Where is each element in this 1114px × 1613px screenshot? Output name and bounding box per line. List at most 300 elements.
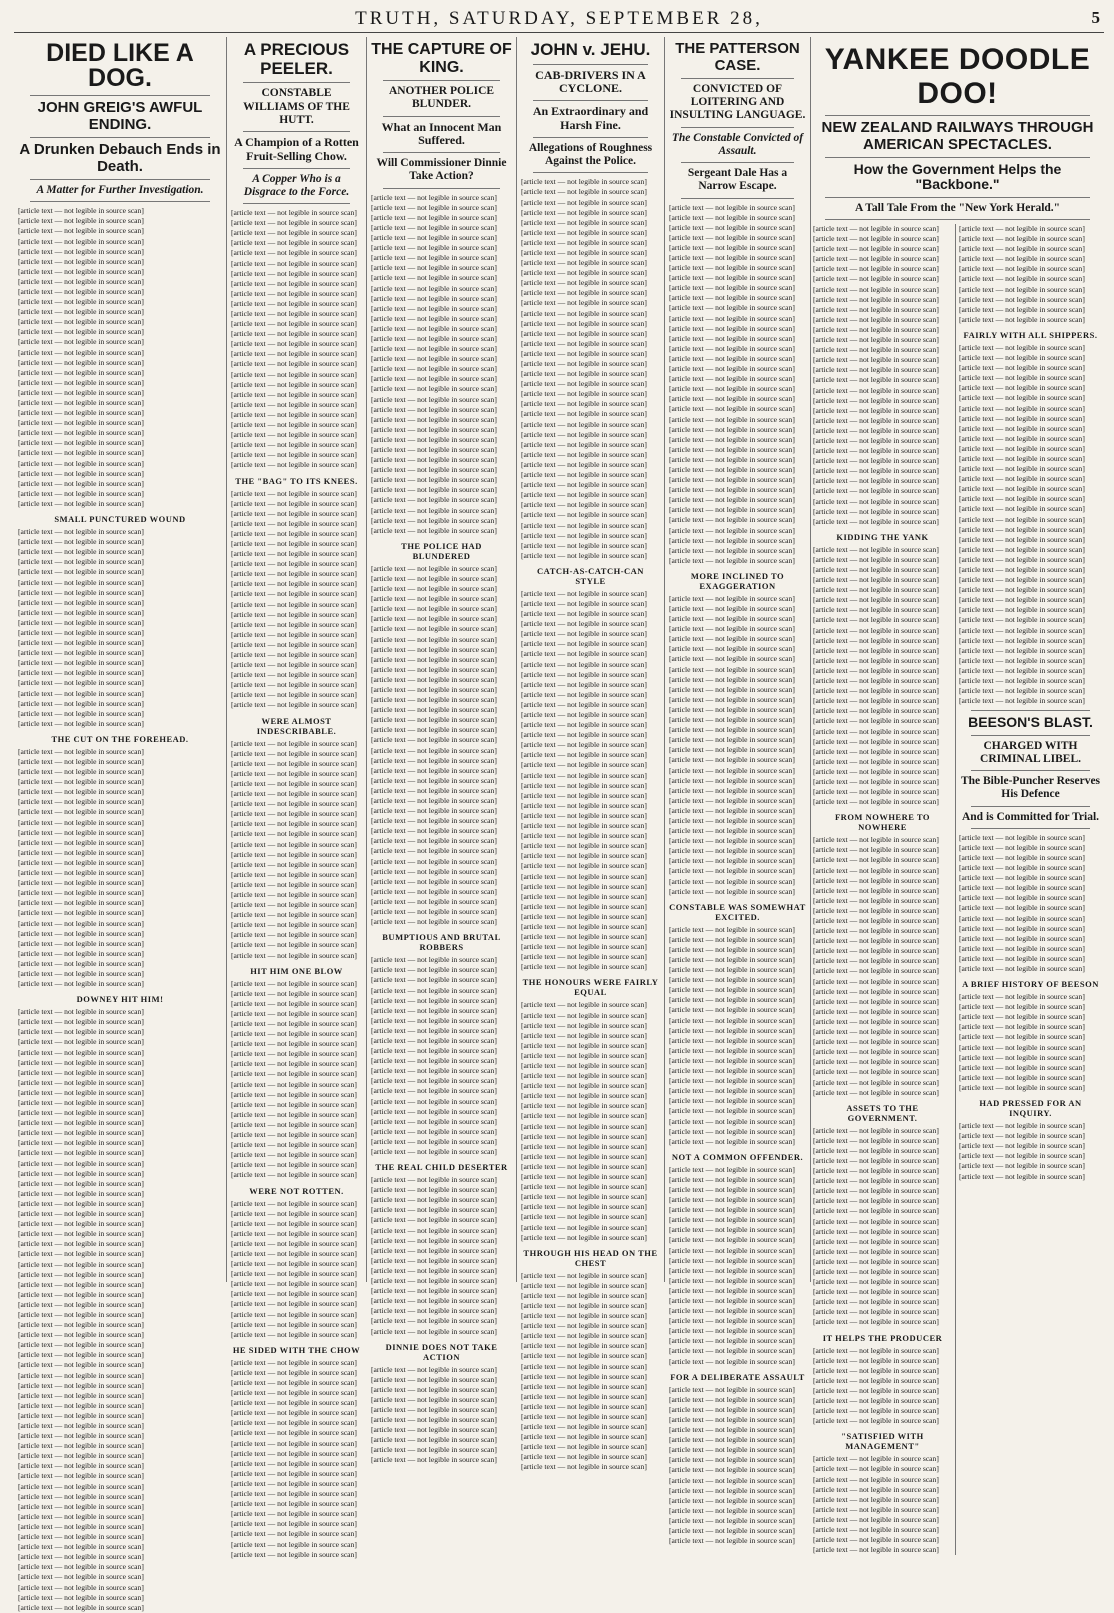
article-body — [231, 208, 362, 470]
body-text-line: [article text — not legible in source scan] — [813, 1504, 939, 1514]
body-text-line: [article text — not legible in source scan] — [813, 1087, 939, 1097]
body-text-line: [article text — not legible in source scan] — [521, 278, 647, 288]
body-text-line: [article text — not legible in source scan] — [813, 686, 939, 696]
body-text-line: [article text — not legible in source scan] — [18, 1592, 144, 1602]
crosshead: WERE NOT ROTTEN. — [249, 1185, 344, 1196]
body-text-line: [article text — not legible in source scan] — [521, 227, 647, 237]
body-text-line: [article text — not legible in source scan] — [231, 508, 357, 518]
body-text-line: [article text — not legible in source scan] — [959, 234, 1085, 244]
body-text-line: [article text — not legible in source scan] — [813, 565, 939, 574]
body-text-line: [article text — not legible in source scan] — [371, 424, 497, 434]
body-text-line: [article text — not legible in source scan] — [669, 222, 795, 232]
body-text-line: [article text — not legible in source scan] — [521, 1321, 647, 1331]
body-text-line: [article text — not legible in source scan] — [231, 849, 357, 859]
crosshead: THE CUT ON THE FOREHEAD. — [51, 733, 189, 744]
crosshead: CONSTABLE WAS SOMEWHAT EXCITED. — [669, 901, 806, 922]
body-text-line: [article text — not legible in source scan] — [813, 1514, 939, 1524]
body-text-line: [article text — not legible in source scan] — [371, 1255, 497, 1265]
body-text-line: [article text — not legible in source scan] — [18, 367, 144, 377]
body-text-line: [article text — not legible in source scan] — [669, 1505, 795, 1515]
body-text-line: [article text — not legible in source scan] — [813, 655, 939, 665]
body-text-line: [article text — not legible in source scan] — [521, 399, 647, 409]
body-text-line: [article text — not legible in source scan] — [18, 498, 144, 508]
body-text-line: [article text — not legible in source scan] — [521, 1401, 647, 1411]
body-text-line: [article text — not legible in source scan] — [521, 1151, 647, 1161]
body-text-line: [article text — not legible in source scan] — [18, 1259, 144, 1269]
body-text-line: [article text — not legible in source scan] — [371, 614, 497, 624]
masthead — [14, 6, 1104, 33]
article-died-like-a-dog — [14, 37, 227, 1612]
body-text-line: [article text — not legible in source scan] — [371, 253, 497, 263]
crosshead: DINNIE DOES NOT TAKE ACTION — [385, 1341, 498, 1362]
body-text-line: [article text — not legible in source scan] — [521, 207, 647, 217]
body-text-line: [article text — not legible in source scan] — [813, 996, 939, 1006]
body-text-line: [article text — not legible in source scan] — [669, 212, 795, 222]
body-text-line: [article text — not legible in source scan] — [18, 678, 144, 688]
body-text-line: [article text — not legible in source scan] — [231, 238, 357, 248]
body-text-line: [article text — not legible in source scan] — [231, 258, 357, 268]
body-text-line: [article text — not legible in source scan] — [669, 694, 795, 704]
body-text-line: [article text — not legible in source scan] — [231, 609, 357, 619]
headline: JOHN v. JEHU. — [530, 40, 651, 59]
body-text-line: [article text — not legible in source scan] — [231, 639, 357, 649]
body-text-line: [article text — not legible in source scan] — [521, 1182, 647, 1192]
body-text-line: [article text — not legible in source scan] — [669, 555, 795, 565]
body-text-line: [article text — not legible in source scan] — [669, 505, 795, 515]
body-text-line: [article text — not legible in source scan] — [18, 1481, 144, 1491]
body-text-line: [article text — not legible in source scan] — [813, 1416, 939, 1426]
body-text-line: [article text — not legible in source scan] — [521, 932, 647, 942]
body-text-line: [article text — not legible in source scan] — [231, 1248, 357, 1258]
body-text-line: [article text — not legible in source scan] — [231, 1468, 357, 1478]
body-text-line: [article text — not legible in source scan] — [813, 956, 939, 966]
body-text-line: [article text — not legible in source scan] — [371, 806, 497, 816]
body-text-line: [article text — not legible in source scan] — [669, 995, 795, 1005]
article-john-v-jehu — [517, 37, 665, 1472]
body-text-line: [article text — not legible in source scan] — [371, 695, 497, 705]
body-text-line: [article text — not legible in source scan] — [669, 965, 795, 975]
body-text-line: [article text — not legible in source scan] — [813, 1016, 939, 1026]
body-text-line: [article text — not legible in source scan] — [959, 413, 1085, 423]
body-text-line: [article text — not legible in source scan] — [813, 855, 939, 865]
body-text-line: [article text — not legible in source scan] — [521, 247, 647, 257]
article-body — [231, 1358, 362, 1560]
body-text-line: [article text — not legible in source scan] — [521, 760, 647, 770]
crosshead: FAIRLY WITH ALL SHIPPERS. — [963, 329, 1098, 340]
body-text-line: [article text — not legible in source scan] — [18, 1098, 144, 1107]
body-text-line: [article text — not legible in source scan] — [18, 587, 144, 597]
body-text-line: [article text — not legible in source scan] — [813, 264, 939, 274]
article-patterson-case — [665, 37, 811, 1546]
body-text-line: [article text — not legible in source scan] — [231, 450, 357, 460]
body-text-line: [article text — not legible in source scan] — [813, 1454, 939, 1464]
body-text-line: [article text — not legible in source scan] — [813, 1047, 939, 1057]
body-text-line: [article text — not legible in source scan] — [18, 1511, 144, 1521]
body-text-line: [article text — not legible in source scan] — [813, 665, 939, 675]
article-body — [813, 835, 952, 1097]
body-text-line: [article text — not legible in source scan] — [521, 429, 647, 439]
body-text-line: [article text — not legible in source scan] — [669, 725, 795, 735]
body-text-line: [article text — not legible in source scan] — [18, 1380, 144, 1390]
body-text-line: [article text — not legible in source scan] — [669, 1066, 795, 1076]
body-text-line: [article text — not legible in source scan] — [521, 1161, 647, 1171]
body-text-line: [article text — not legible in source scan] — [959, 1002, 1085, 1012]
body-text-line: [article text — not legible in source scan] — [813, 835, 939, 845]
body-text-line: [article text — not legible in source scan] — [231, 1228, 357, 1238]
body-text-line: [article text — not legible in source scan] — [669, 1174, 795, 1184]
body-text-line: [article text — not legible in source scan] — [371, 836, 497, 846]
body-text-line: [article text — not legible in source scan] — [371, 634, 497, 644]
body-text-line: [article text — not legible in source scan] — [231, 1478, 357, 1488]
body-text-line: [article text — not legible in source scan] — [18, 256, 144, 266]
body-text-line: [article text — not legible in source scan] — [371, 344, 497, 354]
body-text-line: [article text — not legible in source scan] — [959, 383, 1085, 393]
body-text-line: [article text — not legible in source scan] — [231, 748, 357, 758]
body-text-line: [article text — not legible in source scan] — [18, 698, 144, 708]
body-text-line: [article text — not legible in source scan] — [371, 303, 497, 313]
body-text-line: [article text — not legible in source scan] — [231, 1238, 357, 1248]
body-text-line: [article text — not legible in source scan] — [371, 1106, 497, 1116]
deck: CHARGED WITH CRIMINAL LIBEL. — [980, 739, 1081, 765]
body-text-line: [article text — not legible in source scan] — [813, 466, 939, 476]
body-text-line: [article text — not legible in source scan] — [521, 1212, 647, 1222]
body-text-line: [article text — not legible in source scan] — [371, 1306, 497, 1316]
body-text-line: [article text — not legible in source scan] — [521, 1000, 647, 1010]
crosshead: THE HONOURS WERE FAIRLY EQUAL — [522, 977, 659, 998]
body-text-line: [article text — not legible in source scan] — [813, 425, 939, 435]
body-text-line: [article text — not legible in source scan] — [371, 233, 497, 243]
body-text-line: [article text — not legible in source scan] — [959, 923, 1085, 933]
article-precious-peeler — [227, 37, 367, 1559]
body-text-line: [article text — not legible in source scan] — [231, 988, 357, 998]
body-text-line: [article text — not legible in source scan] — [521, 308, 647, 318]
body-text-line: [article text — not legible in source scan] — [669, 202, 795, 212]
body-text-line: [article text — not legible in source scan] — [669, 604, 795, 613]
body-text-line: [article text — not legible in source scan] — [231, 288, 357, 298]
body-text-line: [article text — not legible in source scan] — [371, 1435, 497, 1445]
headline: A PRECIOUS PEELER. — [243, 40, 350, 78]
masthead-title: TRUTH, SATURDAY, SEPTEMBER 28, — [355, 8, 763, 29]
body-text-line: [article text — not legible in source scan] — [231, 329, 357, 339]
body-text-line: [article text — not legible in source scan] — [959, 933, 1085, 943]
body-text-line: [article text — not legible in source scan] — [669, 495, 795, 505]
body-text-line: [article text — not legible in source scan] — [669, 856, 795, 866]
body-text-line: [article text — not legible in source scan] — [371, 896, 497, 906]
body-text-line: [article text — not legible in source scan] — [371, 995, 497, 1005]
page-number: 5 — [1091, 8, 1100, 27]
body-text-line: [article text — not legible in source scan] — [813, 976, 939, 986]
body-text-line: [article text — not legible in source scan] — [813, 1077, 939, 1087]
body-text-line: [article text — not legible in source scan] — [959, 464, 1085, 474]
body-text-line: [article text — not legible in source scan] — [669, 1116, 795, 1126]
body-text-line: [article text — not legible in source scan] — [959, 474, 1085, 484]
body-text-line: [article text — not legible in source scan] — [521, 1280, 647, 1290]
crosshead: THE "BAG" TO ITS KNEES. — [235, 475, 358, 486]
headline: DIED LIKE A DOG. — [46, 39, 194, 92]
body-text-line: [article text — not legible in source scan] — [371, 604, 497, 614]
body-text-line: [article text — not legible in source scan] — [813, 224, 939, 233]
body-text-line: [article text — not legible in source scan] — [669, 364, 795, 374]
body-text-line: [article text — not legible in source scan] — [669, 263, 795, 273]
article-body — [959, 833, 1102, 974]
body-text-line: [article text — not legible in source scan] — [18, 1501, 144, 1511]
body-text-line: [article text — not legible in source scan] — [813, 1176, 939, 1186]
body-text-line: [article text — not legible in source scan] — [813, 756, 939, 766]
body-text-line: [article text — not legible in source scan] — [669, 1164, 795, 1174]
crosshead: DOWNEY HIT HIM! — [76, 994, 164, 1005]
body-text-line: [article text — not legible in source scan] — [18, 837, 144, 847]
body-text-line: [article text — not legible in source scan] — [231, 1049, 357, 1059]
body-text-line: [article text — not legible in source scan] — [18, 408, 144, 418]
body-text-line: [article text — not legible in source scan] — [813, 506, 939, 516]
body-text-line: [article text — not legible in source scan] — [231, 538, 357, 548]
body-text-line: [article text — not legible in source scan] — [371, 674, 497, 684]
body-text-line: [article text — not legible in source scan] — [521, 699, 647, 709]
body-text-line: [article text — not legible in source scan] — [18, 246, 144, 256]
body-text-line: [article text — not legible in source scan] — [371, 1445, 497, 1455]
body-text-line: [article text — not legible in source scan] — [813, 885, 939, 895]
body-text-line: [article text — not legible in source scan] — [231, 1069, 357, 1079]
body-text-line: [article text — not legible in source scan] — [18, 347, 144, 357]
body-text-line: [article text — not legible in source scan] — [521, 770, 647, 780]
body-text-line: [article text — not legible in source scan] — [959, 514, 1085, 524]
body-text-line: [article text — not legible in source scan] — [813, 776, 939, 786]
body-text-line: [article text — not legible in source scan] — [669, 242, 795, 252]
body-text-line: [article text — not legible in source scan] — [371, 1195, 497, 1205]
body-text-line: [article text — not legible in source scan] — [669, 1465, 795, 1475]
body-text-line: [article text — not legible in source scan] — [18, 627, 144, 637]
crosshead: A BRIEF HISTORY OF BEESON — [962, 979, 1099, 990]
article-body — [669, 594, 806, 897]
body-text-line: [article text — not legible in source scan] — [231, 399, 357, 409]
body-text-line: [article text — not legible in source scan] — [18, 377, 144, 387]
body-text-line: [article text — not legible in source scan] — [371, 1096, 497, 1106]
right-spread — [811, 37, 1104, 1555]
body-text-line: [article text — not legible in source scan] — [813, 1067, 939, 1077]
body-text-line: [article text — not legible in source scan] — [813, 1155, 939, 1165]
body-text-line: [article text — not legible in source scan] — [231, 409, 357, 419]
deck: CONSTABLE WILLIAMS OF THE HUTT. — [243, 87, 350, 126]
body-text-line: [article text — not legible in source scan] — [521, 962, 647, 972]
body-text-line: [article text — not legible in source scan] — [669, 232, 795, 242]
body-text-line: [article text — not legible in source scan] — [521, 1361, 647, 1371]
body-text-line: [article text — not legible in source scan] — [18, 1299, 144, 1309]
body-text-line: [article text — not legible in source scan] — [669, 1404, 795, 1414]
body-text-line: [article text — not legible in source scan] — [669, 654, 795, 664]
body-text-line: [article text — not legible in source scan] — [18, 868, 144, 878]
body-text-line: [article text — not legible in source scan] — [18, 1451, 144, 1461]
body-text-line: [article text — not legible in source scan] — [18, 847, 144, 857]
subheadline: What an Innocent Man Suffered. — [381, 119, 502, 148]
body-text-line: [article text — not legible in source scan] — [231, 799, 357, 809]
body-text-line: [article text — not legible in source scan] — [813, 1385, 939, 1395]
body-text-line: [article text — not legible in source scan] — [18, 1249, 144, 1259]
crosshead: HAD PRESSED FOR AN INQUIRY. — [979, 1098, 1082, 1119]
body-text-line: [article text — not legible in source scan] — [231, 1218, 357, 1228]
body-text-line: [article text — not legible in source scan] — [521, 540, 647, 550]
body-text-line: [article text — not legible in source scan] — [669, 836, 795, 846]
article-body — [231, 489, 362, 711]
body-text-line: [article text — not legible in source scan] — [231, 869, 357, 879]
crosshead: MORE INCLINED TO EXAGGERATION — [690, 570, 785, 591]
body-text-line: [article text — not legible in source scan] — [813, 1166, 939, 1176]
body-text-line: [article text — not legible in source scan] — [231, 900, 357, 910]
body-text-line: [article text — not legible in source scan] — [231, 1198, 357, 1208]
body-text-line: [article text — not legible in source scan] — [521, 348, 647, 358]
body-text-line: [article text — not legible in source scan] — [959, 964, 1085, 974]
body-text-line: [article text — not legible in source scan] — [231, 518, 357, 528]
body-text-line: [article text — not legible in source scan] — [18, 938, 144, 948]
body-text-line: [article text — not legible in source scan] — [371, 1296, 497, 1306]
body-text-line: [article text — not legible in source scan] — [18, 1461, 144, 1471]
body-text-line: [article text — not legible in source scan] — [231, 228, 357, 238]
body-text-line: [article text — not legible in source scan] — [231, 950, 357, 960]
body-text-line: [article text — not legible in source scan] — [18, 708, 144, 718]
body-text-line: [article text — not legible in source scan] — [231, 218, 357, 228]
body-text-line: [article text — not legible in source scan] — [18, 1330, 144, 1340]
body-text-line: [article text — not legible in source scan] — [18, 1289, 144, 1299]
body-text-line: [article text — not legible in source scan] — [813, 936, 939, 946]
body-text-line: [article text — not legible in source scan] — [813, 254, 939, 264]
subheadline-2: A Matter for Further Investigation. — [36, 184, 204, 196]
body-text-line: [article text — not legible in source scan] — [521, 952, 647, 962]
body-text-line: [article text — not legible in source scan] — [371, 333, 497, 343]
body-text-line: [article text — not legible in source scan] — [521, 921, 647, 931]
body-text-line: [article text — not legible in source scan] — [521, 1050, 647, 1060]
body-text-line: [article text — not legible in source scan] — [371, 866, 497, 876]
body-text-line: [article text — not legible in source scan] — [521, 800, 647, 810]
body-text-line: [article text — not legible in source scan] — [231, 389, 357, 399]
body-text-line: [article text — not legible in source scan] — [521, 1172, 647, 1182]
body-text-line: [article text — not legible in source scan] — [813, 585, 939, 595]
body-text-line: [article text — not legible in source scan] — [371, 745, 497, 755]
body-text-line: [article text — not legible in source scan] — [521, 1232, 647, 1242]
article-body — [813, 1346, 952, 1427]
body-text-line: [article text — not legible in source scan] — [521, 861, 647, 871]
body-text-line: [article text — not legible in source scan] — [669, 1356, 795, 1366]
body-text-line: [article text — not legible in source scan] — [231, 1428, 357, 1438]
body-text-line: [article text — not legible in source scan] — [521, 459, 647, 469]
body-text-line: [article text — not legible in source scan] — [959, 852, 1085, 862]
body-text-line: [article text — not legible in source scan] — [18, 488, 144, 498]
body-text-line: [article text — not legible in source scan] — [371, 846, 497, 856]
subheadline-2: Sergeant Dale Has a Narrow Escape. — [687, 167, 788, 193]
body-text-line: [article text — not legible in source scan] — [371, 1394, 497, 1404]
body-text-line: [article text — not legible in source scan] — [231, 1357, 357, 1367]
body-text-line: [article text — not legible in source scan] — [18, 757, 144, 766]
body-text-line: [article text — not legible in source scan] — [18, 638, 144, 648]
body-text-line: [article text — not legible in source scan] — [18, 1118, 144, 1128]
body-text-line: [article text — not legible in source scan] — [813, 716, 939, 726]
body-text-line: [article text — not legible in source scan] — [669, 444, 795, 454]
body-text-line: [article text — not legible in source scan] — [669, 664, 795, 674]
body-text-line: [article text — not legible in source scan] — [813, 865, 939, 875]
body-text-line: [article text — not legible in source scan] — [231, 1438, 357, 1448]
body-text-line: [article text — not legible in source scan] — [521, 659, 647, 669]
body-text-line: [article text — not legible in source scan] — [371, 644, 497, 654]
body-text-line: [article text — not legible in source scan] — [813, 435, 939, 445]
body-text-line: [article text — not legible in source scan] — [371, 563, 497, 573]
body-text-line: [article text — not legible in source scan] — [669, 1495, 795, 1505]
body-text-line: [article text — not legible in source scan] — [18, 607, 144, 617]
body-text-line: [article text — not legible in source scan] — [669, 1475, 795, 1485]
body-text-line: [article text — not legible in source scan] — [231, 920, 357, 930]
body-text-line: [article text — not legible in source scan] — [521, 1081, 647, 1091]
body-text-line: [article text — not legible in source scan] — [371, 434, 497, 444]
body-text-line: [article text — not legible in source scan] — [669, 515, 795, 525]
body-text-line: [article text — not legible in source scan] — [18, 1521, 144, 1531]
body-text-line: [article text — not legible in source scan] — [18, 1027, 144, 1037]
body-text-line: [article text — not legible in source scan] — [231, 1130, 357, 1140]
crosshead: BUMPTIOUS AND BRUTAL ROBBERS — [382, 932, 501, 953]
body-text-line: [article text — not legible in source scan] — [371, 985, 497, 995]
body-text-line: [article text — not legible in source scan] — [371, 525, 497, 535]
body-text-line: [article text — not legible in source scan] — [231, 1208, 357, 1218]
article-body — [669, 203, 806, 566]
body-text-line: [article text — not legible in source scan] — [231, 650, 357, 659]
body-text-line: [article text — not legible in source scan] — [669, 634, 795, 644]
body-text-line: [article text — not legible in source scan] — [521, 490, 647, 500]
body-text-line: [article text — not legible in source scan] — [813, 375, 939, 385]
body-text-line: [article text — not legible in source scan] — [521, 1391, 647, 1401]
body-text-line: [article text — not legible in source scan] — [371, 886, 497, 896]
body-text-line: [article text — not legible in source scan] — [371, 192, 497, 202]
body-text-line: [article text — not legible in source scan] — [669, 1106, 795, 1116]
body-text-line: [article text — not legible in source scan] — [371, 202, 497, 212]
body-text-line: [article text — not legible in source scan] — [521, 1290, 647, 1300]
body-text-line: [article text — not legible in source scan] — [959, 504, 1085, 514]
body-text-line: [article text — not legible in source scan] — [669, 735, 795, 745]
body-text-line: [article text — not legible in source scan] — [521, 1412, 647, 1421]
body-text-line: [article text — not legible in source scan] — [371, 664, 497, 674]
body-text-line: [article text — not legible in source scan] — [959, 635, 1085, 645]
body-text-line: [article text — not legible in source scan] — [813, 1365, 939, 1375]
body-text-line: [article text — not legible in source scan] — [231, 319, 357, 329]
body-text-line: [article text — not legible in source scan] — [18, 979, 144, 989]
body-text-line: [article text — not legible in source scan] — [669, 985, 795, 995]
body-text-line: [article text — not legible in source scan] — [669, 1025, 795, 1035]
body-text-line: [article text — not legible in source scan] — [959, 284, 1085, 294]
body-text-line: [article text — not legible in source scan] — [959, 453, 1085, 463]
body-text-line: [article text — not legible in source scan] — [371, 917, 497, 927]
body-text-line: [article text — not legible in source scan] — [669, 805, 795, 815]
body-text-line: [article text — not legible in source scan] — [813, 1464, 939, 1474]
body-text-line: [article text — not legible in source scan] — [231, 1160, 357, 1170]
body-text-line: [article text — not legible in source scan] — [669, 535, 795, 545]
body-text-line: [article text — not legible in source scan] — [813, 615, 939, 625]
body-text-line: [article text — not legible in source scan] — [813, 274, 939, 284]
body-text-line: [article text — not legible in source scan] — [231, 589, 357, 599]
body-text-line: [article text — not legible in source scan] — [231, 1029, 357, 1039]
body-text-line: [article text — not legible in source scan] — [18, 1582, 144, 1592]
body-text-line: [article text — not legible in source scan] — [18, 577, 144, 587]
body-text-line: [article text — not legible in source scan] — [18, 746, 144, 756]
deck: ANOTHER POLICE BLUNDER. — [388, 85, 495, 111]
body-text-line: [article text — not legible in source scan] — [813, 395, 939, 405]
body-text-line: [article text — not legible in source scan] — [18, 317, 144, 327]
body-text-line: [article text — not legible in source scan] — [18, 1400, 144, 1410]
body-text-line: [article text — not legible in source scan] — [521, 237, 647, 247]
body-text-line: [article text — not legible in source scan] — [231, 700, 357, 710]
body-text-line: [article text — not legible in source scan] — [521, 439, 647, 449]
body-text-line: [article text — not legible in source scan] — [18, 1410, 144, 1420]
body-text-line: [article text — not legible in source scan] — [521, 1341, 647, 1351]
body-text-line: [article text — not legible in source scan] — [813, 605, 939, 615]
body-text-line: [article text — not legible in source scan] — [521, 359, 647, 368]
body-text-line: [article text — not legible in source scan] — [669, 475, 795, 485]
body-text-line: [article text — not legible in source scan] — [371, 1245, 497, 1255]
body-text-line: [article text — not legible in source scan] — [18, 817, 144, 827]
